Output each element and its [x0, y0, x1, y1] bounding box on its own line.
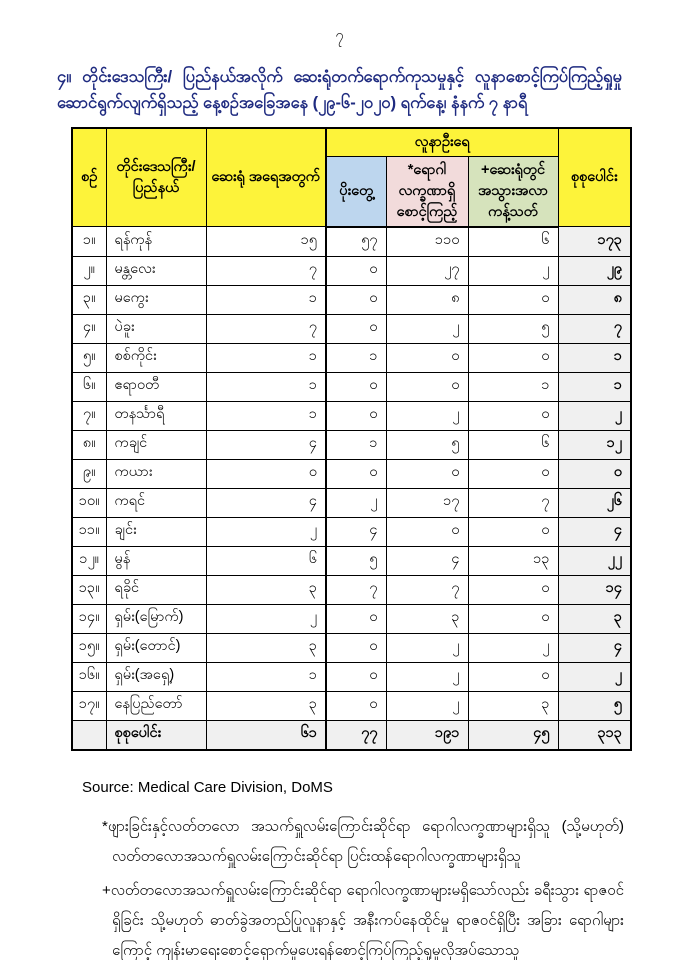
positive-cell: ၀: [326, 285, 386, 314]
table-row: [72, 314, 631, 343]
symptomatic-cell: ၀: [386, 459, 468, 488]
positive-cell: ၀: [326, 691, 386, 720]
row-total-cell: ၂: [558, 401, 631, 430]
positive-cell: ၀: [326, 459, 386, 488]
region-cell: ကရင်: [106, 488, 206, 517]
serial-cell: ၉။: [72, 459, 106, 488]
serial-cell: ၄။: [72, 314, 106, 343]
symptomatic-cell: ၃: [386, 604, 468, 633]
table-row: [72, 285, 631, 314]
hospitals-cell: ၁၅: [206, 227, 326, 257]
hospitals-cell: ၁: [206, 662, 326, 691]
serial-cell: ၁၀။: [72, 488, 106, 517]
symptomatic-cell: ၀: [386, 517, 468, 546]
table-row: [72, 227, 631, 257]
positive-cell: ၇: [326, 575, 386, 604]
column-header-symptomatic: *ရောဂါ လက္ခဏာရှိ စောင့်ကြည့်: [386, 156, 468, 227]
serial-cell: ၁၃။: [72, 575, 106, 604]
row-total-cell: ၄: [558, 517, 631, 546]
symptomatic-cell: ၁၁၀: [386, 227, 468, 257]
total-positive-cell: ၇၇: [326, 720, 386, 750]
table-row: [72, 372, 631, 401]
restricted-cell: ၀: [468, 575, 558, 604]
restricted-cell: ၀: [468, 343, 558, 372]
positive-cell: ၅: [326, 546, 386, 575]
positive-cell: ၁: [326, 430, 386, 459]
table-row: [72, 604, 631, 633]
hospitals-cell: ၁: [206, 401, 326, 430]
serial-cell: ၁၂။: [72, 546, 106, 575]
footnote-asterisk-text: ဖျားခြင်းနှင့်လတ်တလော အသက်ရှူလမ်းကြောင်းဆိုင်ရာ ရောဂါလက္ခဏာများရှိသူ (သို့မဟုတ်) လတ်တလောအသက်ရှူလမ်းကြောင်းဆိုင်ရာ ပြင်းထန်ရောဂါလက္ခဏာများရှိသူ: [107, 817, 624, 865]
row-total-cell: ၂၆: [558, 488, 631, 517]
hospitals-cell: ၆: [206, 546, 326, 575]
symptomatic-cell: ၀: [386, 372, 468, 401]
symptomatic-cell: ၂၇: [386, 256, 468, 285]
symptomatic-cell: ၈: [386, 285, 468, 314]
serial-cell: ၁။: [72, 227, 106, 257]
restricted-cell: ၀: [468, 401, 558, 430]
symptomatic-cell: ၄: [386, 546, 468, 575]
serial-cell: ၇။: [72, 401, 106, 430]
hospitals-cell: ၂: [206, 604, 326, 633]
restricted-cell: ၁၃: [468, 546, 558, 575]
restricted-cell: ၁: [468, 372, 558, 401]
table-row: [72, 633, 631, 662]
total-grand-cell: ၃၁၃: [558, 720, 631, 750]
table-row: [72, 517, 631, 546]
total-symptomatic-cell: ၁၉၁: [386, 720, 468, 750]
hospitals-cell: ၂: [206, 517, 326, 546]
table-body: [72, 227, 631, 721]
restricted-cell: ၂: [468, 256, 558, 285]
restricted-cell: ၃: [468, 691, 558, 720]
serial-cell: ၆။: [72, 372, 106, 401]
hospitals-cell: ၄: [206, 430, 326, 459]
hospitals-cell: ၃: [206, 575, 326, 604]
row-total-cell: ၂၂: [558, 546, 631, 575]
hospitals-cell: ၇: [206, 314, 326, 343]
symptomatic-cell: ၇: [386, 575, 468, 604]
region-cell: မကွေး: [106, 285, 206, 314]
total-row: [72, 720, 631, 750]
region-cell: ရှမ်း(တောင်): [106, 633, 206, 662]
restricted-cell: ၇: [468, 488, 558, 517]
column-header-serial: စဉ်: [72, 128, 106, 227]
serial-cell: ၁၆။: [72, 662, 106, 691]
serial-cell: ၅။: [72, 343, 106, 372]
positive-cell: ၀: [326, 372, 386, 401]
row-total-cell: ၂၉: [558, 256, 631, 285]
footnote-plus-marker: +: [102, 881, 111, 899]
total-row-serial-cell: [72, 720, 106, 750]
symptomatic-cell: ၂: [386, 691, 468, 720]
row-total-cell: ၇: [558, 314, 631, 343]
positive-cell: ၀: [326, 314, 386, 343]
hospitals-cell: ၇: [206, 256, 326, 285]
region-cell: ကယား: [106, 459, 206, 488]
row-total-cell: ၁: [558, 343, 631, 372]
hospitals-cell: ၁: [206, 372, 326, 401]
column-header-hospitals: ဆေးရုံ အရေအတွက်: [206, 128, 326, 227]
row-total-cell: ၃: [558, 604, 631, 633]
restricted-cell: ၀: [468, 604, 558, 633]
serial-cell: ၁၇။: [72, 691, 106, 720]
region-cell: ရခိုင်: [106, 575, 206, 604]
symptomatic-cell: ၂: [386, 401, 468, 430]
table-row: [72, 546, 631, 575]
column-group-patients: လူနာဦးရေ: [326, 128, 558, 157]
total-restricted-cell: ၄၅: [468, 720, 558, 750]
hospitals-cell: ၃: [206, 691, 326, 720]
serial-cell: ၃။: [72, 285, 106, 314]
row-total-cell: ၁: [558, 372, 631, 401]
total-row-label: စုစုပေါင်း: [106, 720, 206, 750]
region-cell: ဧရာဝတီ: [106, 372, 206, 401]
document-title: ၄။ တိုင်းဒေသကြီး/ ပြည်နယ်အလိုက် ဆေးရုံတက်ရောက်ကုသမှုနှင့် လူနာစောင့်ကြပ်ကြည့်ရှုမှု ဆောင်ရွက်လျက်ရှိသည့် နေ့စဉ်အခြေအနေ (၂၉-၆-၂၀၂၀) ရက်နေ့၊ နံနက် ၇ နာရီ: [57, 68, 622, 113]
row-total-cell: ၅: [558, 691, 631, 720]
row-total-cell: ၀: [558, 459, 631, 488]
footnotes: [98, 812, 624, 960]
hospitals-cell: ၁: [206, 343, 326, 372]
restricted-cell: ၂: [468, 633, 558, 662]
table-header: [72, 128, 631, 227]
positive-cell: ၁: [326, 343, 386, 372]
table-row: [72, 662, 631, 691]
table-row: [72, 256, 631, 285]
column-header-region: တိုင်းဒေသကြီး/ ပြည်နယ်: [106, 128, 206, 227]
symptomatic-cell: ၂: [386, 314, 468, 343]
restricted-cell: ၅: [468, 314, 558, 343]
region-cell: စစ်ကိုင်း: [106, 343, 206, 372]
table-row: [72, 575, 631, 604]
region-cell: မွန်: [106, 546, 206, 575]
row-total-cell: ၁၇၃: [558, 227, 631, 257]
symptomatic-cell: ၀: [386, 343, 468, 372]
serial-cell: ၁၄။: [72, 604, 106, 633]
region-cell: ပဲခူး: [106, 314, 206, 343]
symptomatic-cell: ၂: [386, 662, 468, 691]
footnote-plus-text: လတ်တလောအသက်ရှူလမ်းကြောင်းဆိုင်ရာ ရောဂါလက္ခဏာများမရှိသော်လည်း ခရီးသွား ရာဇဝင်ရှိခြင်း သို့မဟုတ် ဓာတ်ခွဲအတည်ပြုလူနာနှင့် အနီးကပ်နေထိုင်မှု ရာဇဝင်ရှိပြီး အခြား ရောဂါများကြောင့် ကျန်းမာရေးစောင့်ရှောက်မှုပေးရန်စောင့်ကြပ်ကြည့်ရှုမှုလိုအပ်သောသူ: [110, 881, 624, 959]
row-total-cell: ၁၂: [558, 430, 631, 459]
footnote-quarantine: [98, 876, 624, 960]
positive-cell: ၀: [326, 401, 386, 430]
column-header-grand-total: စုစုပေါင်း: [558, 128, 631, 227]
row-total-cell: ၁၄: [558, 575, 631, 604]
positive-cell: ၀: [326, 633, 386, 662]
hospitals-cell: ၄: [206, 488, 326, 517]
row-total-cell: ၈: [558, 285, 631, 314]
region-cell: မန္တလေး: [106, 256, 206, 285]
hospitals-cell: ၃: [206, 633, 326, 662]
serial-cell: ၂။: [72, 256, 106, 285]
region-cell: ရှမ်း(အရှေ့): [106, 662, 206, 691]
symptomatic-cell: ၁၇: [386, 488, 468, 517]
symptomatic-cell: ၂: [386, 633, 468, 662]
symptomatic-cell: ၅: [386, 430, 468, 459]
restricted-cell: ၆: [468, 430, 558, 459]
restricted-cell: ၆: [468, 227, 558, 257]
region-cell: ရန်ကုန်: [106, 227, 206, 257]
table-row: [72, 430, 631, 459]
positive-cell: ၂: [326, 488, 386, 517]
hospital-surveillance-table: [71, 127, 632, 751]
serial-cell: ၈။: [72, 430, 106, 459]
column-header-restricted: +ဆေးရုံတွင် အသွားအလာ ကန့်သတ်: [468, 156, 558, 227]
serial-cell: ၁၁။: [72, 517, 106, 546]
region-cell: ရှမ်း(မြောက်): [106, 604, 206, 633]
source-line: Source: Medical Care Division, DoMS: [82, 778, 333, 796]
row-total-cell: ၄: [558, 633, 631, 662]
table-footer: [72, 720, 631, 750]
hospitals-cell: ၁: [206, 285, 326, 314]
serial-cell: ၁၅။: [72, 633, 106, 662]
hospitals-cell: ၀: [206, 459, 326, 488]
positive-cell: ၀: [326, 256, 386, 285]
restricted-cell: ၀: [468, 662, 558, 691]
column-header-positive: ပိုးတွေ့: [326, 156, 386, 227]
region-cell: နေပြည်တော်: [106, 691, 206, 720]
page-number: ၇: [335, 27, 344, 44]
table-row: [72, 343, 631, 372]
footnote-asterisk-marker: *: [102, 817, 108, 835]
footnote-symptomatic: [98, 812, 624, 872]
restricted-cell: ၀: [468, 459, 558, 488]
positive-cell: ၀: [326, 662, 386, 691]
row-total-cell: ၂: [558, 662, 631, 691]
total-hospitals-cell: ၆၁: [206, 720, 326, 750]
region-cell: ချင်း: [106, 517, 206, 546]
table-row: [72, 691, 631, 720]
table-row: [72, 459, 631, 488]
positive-cell: ၄: [326, 517, 386, 546]
table-row: [72, 401, 631, 430]
restricted-cell: ၀: [468, 517, 558, 546]
positive-cell: ၅၇: [326, 227, 386, 257]
table-row: [72, 488, 631, 517]
region-cell: တနင်္သာရီ: [106, 401, 206, 430]
region-cell: ကချင်: [106, 430, 206, 459]
restricted-cell: ၀: [468, 285, 558, 314]
positive-cell: ၀: [326, 604, 386, 633]
